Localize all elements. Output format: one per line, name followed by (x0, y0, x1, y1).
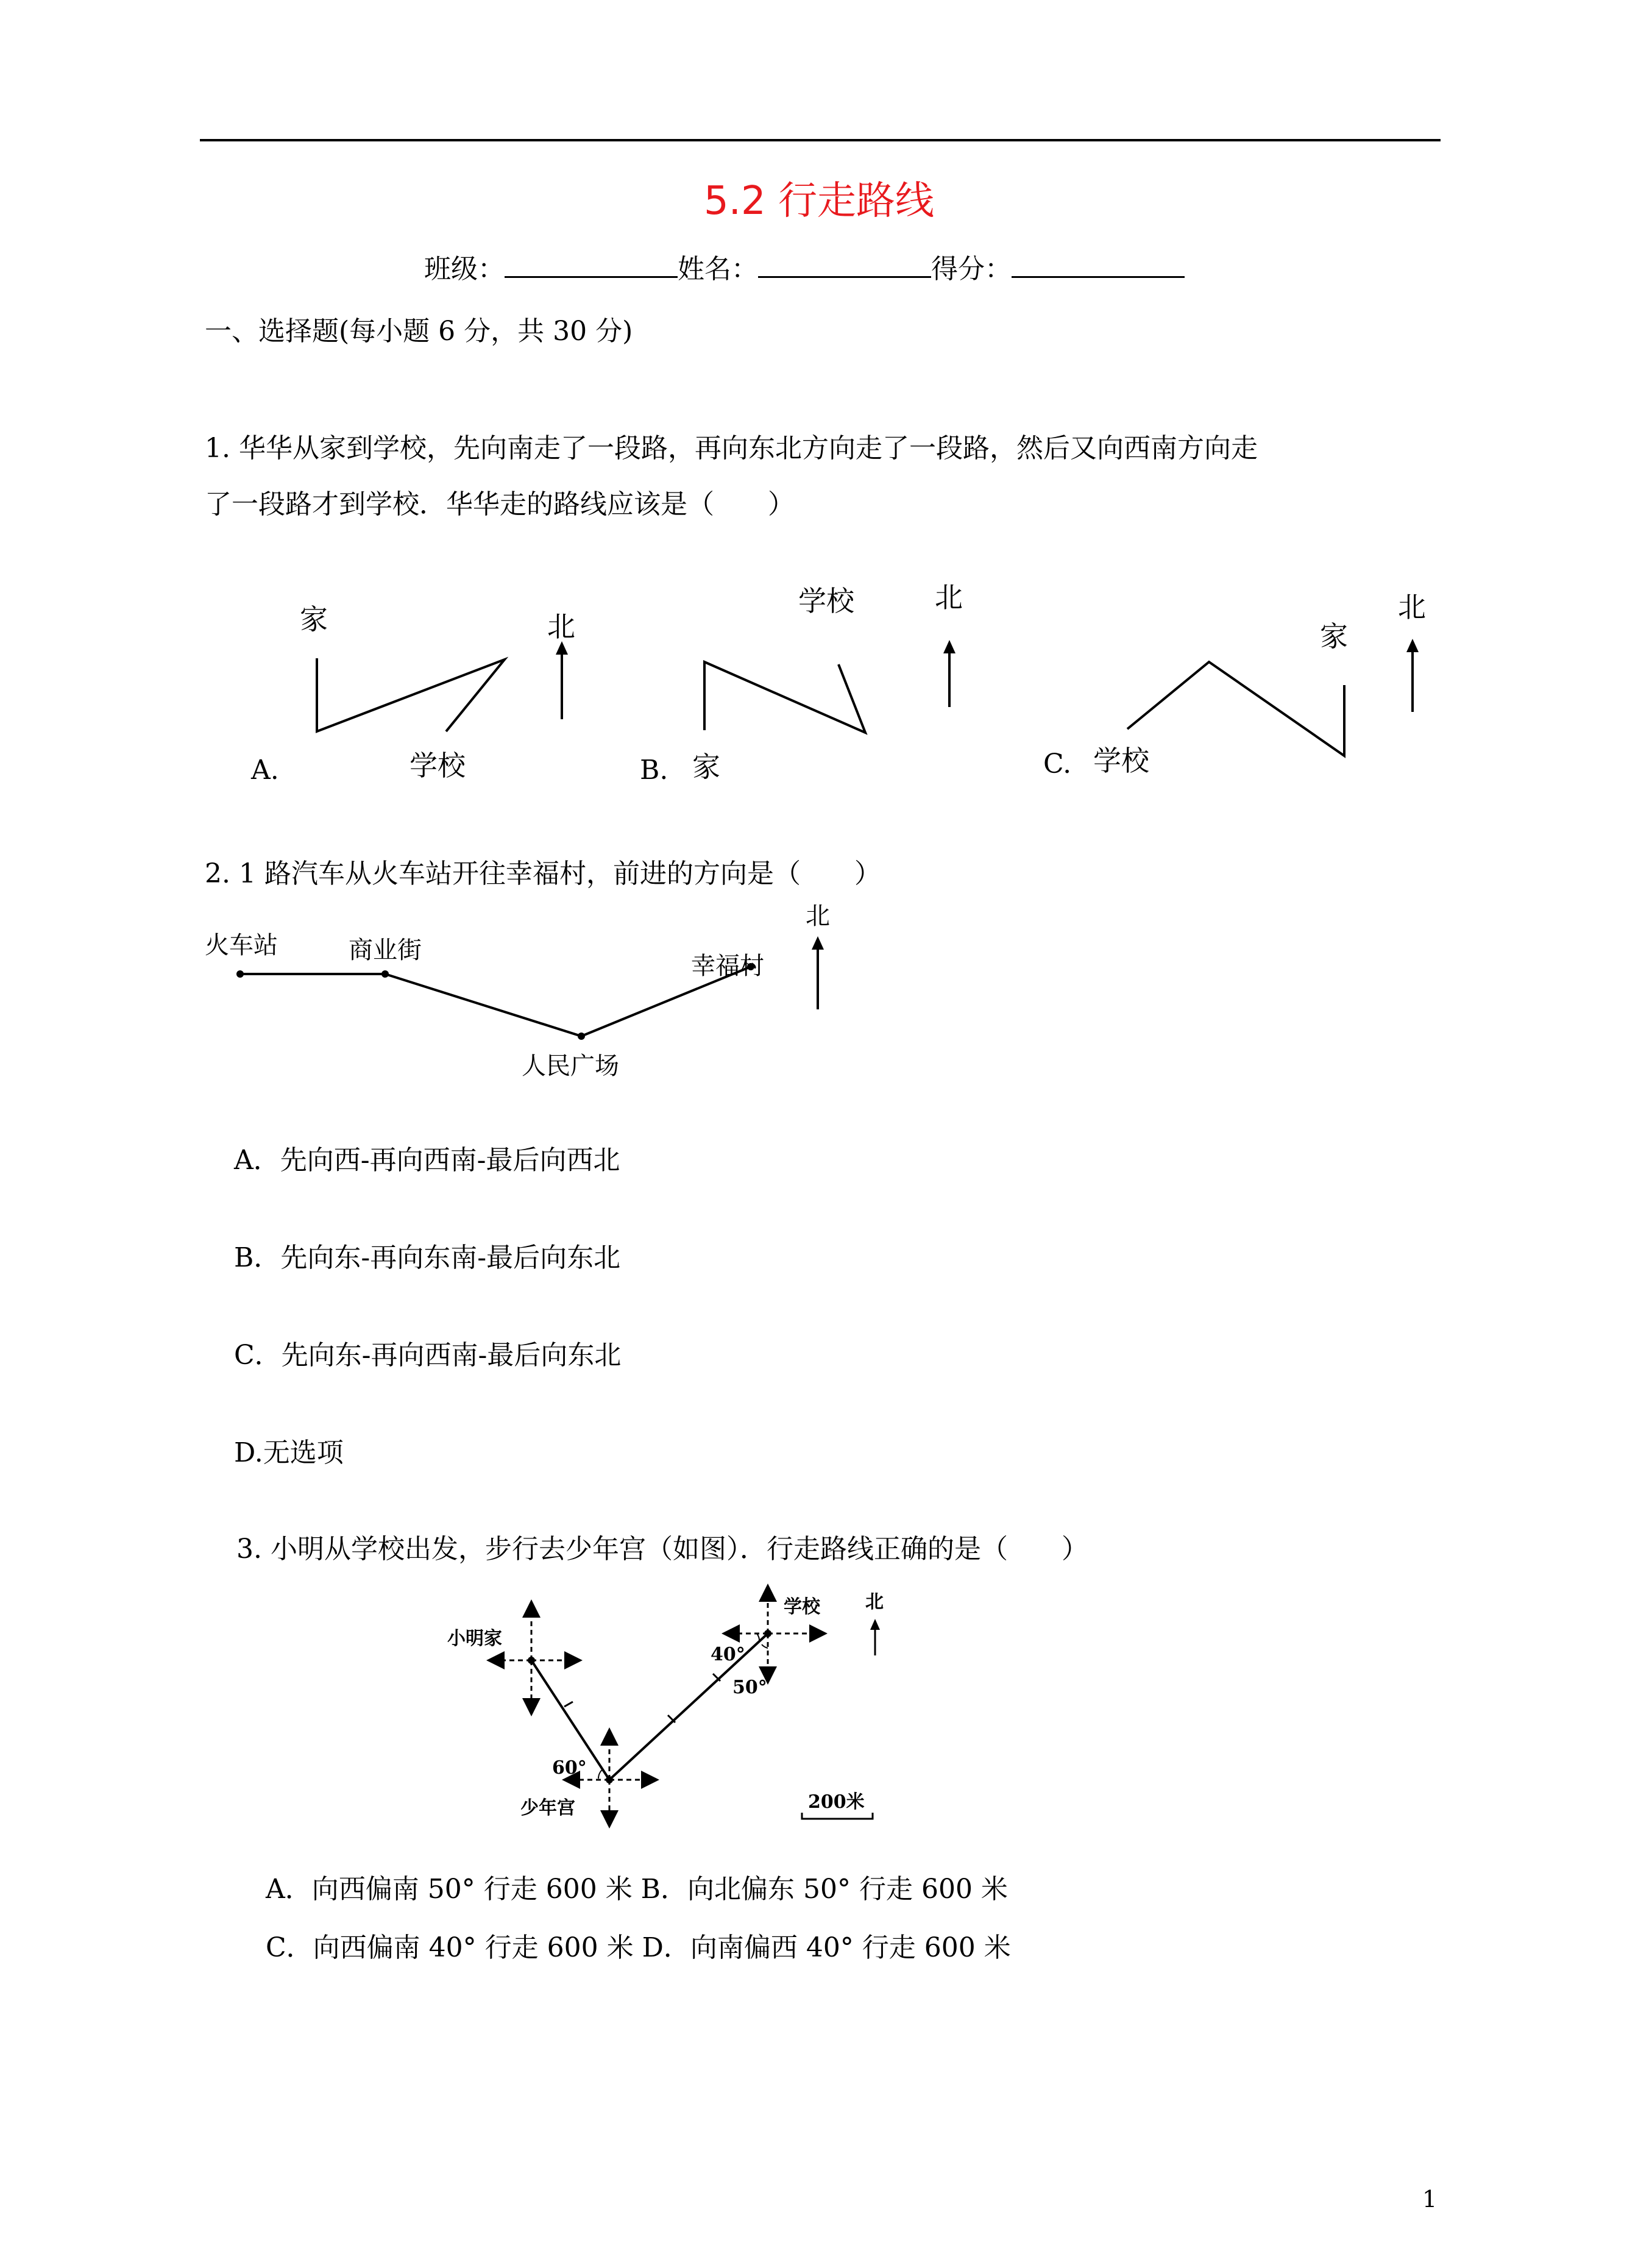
class-label: 班级： (424, 254, 505, 285)
q1-stem-line2: 了一段路才到学校．华华走的路线应该是（ ） (205, 489, 795, 520)
q1-figure-b (634, 573, 1024, 792)
school-dot (764, 1630, 771, 1637)
q2-option-a[interactable]: A．先向西-再向西南-最后向西北 (234, 1145, 620, 1176)
q3-route-map (439, 1573, 902, 1841)
option-a-label: A. (251, 755, 279, 786)
palace-dot (606, 1776, 613, 1783)
q1-stem-line1: 1. 华华从家到学校，先向南走了一段路，再向东北方向走了一段路，然后又向西南方向走 (205, 433, 1258, 464)
option-c-label: C. (1043, 748, 1072, 780)
angle-40-label: 40° (711, 1644, 745, 1665)
score-label: 得分： (931, 254, 1012, 285)
name-blank[interactable] (758, 252, 931, 278)
angle-arc-40 (757, 1633, 759, 1642)
north-arrow-head (812, 936, 824, 950)
school-label: 学校 (798, 585, 854, 617)
q3-stem: 3. 小明从学校出发，步行去少年宫（如图）．行走路线正确的是（ ） (236, 1534, 1088, 1565)
school-label: 学校 (784, 1596, 820, 1618)
class-blank[interactable] (505, 252, 678, 278)
north-label: 北 (547, 610, 575, 643)
option-b-label: B. (640, 755, 668, 786)
home-label: 家 (692, 750, 720, 783)
score-blank[interactable] (1012, 252, 1185, 278)
north-arrow-head (943, 640, 956, 653)
north-arrow-head (556, 641, 568, 655)
school-label: 学校 (410, 749, 466, 782)
q2-option-c[interactable]: C．先向东-再向西南-最后向东北 (234, 1340, 622, 1371)
north-arrow-head (870, 1619, 880, 1630)
name-label: 姓名： (678, 254, 758, 285)
station-label: 火车站 (205, 931, 278, 959)
square-dot (578, 1033, 585, 1040)
route-b (704, 662, 865, 733)
school-label: 学校 (1093, 744, 1149, 777)
q3-options-row2[interactable]: C．向西偏南 40° 行走 600 米 D．向南偏西 40° 行走 600 米 (266, 1932, 1011, 1963)
q2-option-b[interactable]: B．先向东-再向东南-最后向东北 (234, 1242, 621, 1273)
north-label: 北 (865, 1591, 884, 1613)
q1-figure-a (238, 585, 603, 792)
home-dot (528, 1657, 535, 1664)
q3-options-row1[interactable]: A．向西偏南 50° 行走 600 米 B．向北偏东 50° 行走 600 米 (266, 1874, 1008, 1905)
q2-stem: 2. 1 路汽车从火车站开往幸福村，前进的方向是（ ） (205, 858, 881, 889)
angle-50-label: 50° (732, 1677, 767, 1698)
north-label: 北 (806, 902, 830, 930)
bus-route (240, 967, 751, 1036)
q2-bus-route-map (201, 896, 871, 1097)
scale-bar (802, 1813, 873, 1819)
home-label: 小明家 (447, 1628, 502, 1649)
route-a (317, 658, 505, 731)
north-label: 北 (1398, 591, 1426, 624)
route-c (1127, 662, 1344, 756)
street-dot (381, 970, 389, 978)
scale-label: 200米 (808, 1791, 865, 1813)
angle-60-label: 60° (552, 1757, 587, 1779)
north-arrow-head (1406, 639, 1419, 652)
info-line (424, 251, 1185, 288)
q2-option-d[interactable]: D.无选项 (234, 1437, 344, 1468)
north-label: 北 (935, 581, 963, 614)
section-heading: 一、选择题(每小题 6 分，共 30 分) (205, 316, 633, 347)
village-label: 幸福村 (691, 952, 764, 980)
square-label: 人民广场 (522, 1052, 619, 1080)
station-dot (236, 970, 244, 978)
palace-label: 少年宫 (520, 1797, 575, 1819)
home-label: 家 (300, 603, 328, 636)
home-compass (490, 1603, 579, 1713)
street-label: 商业街 (349, 936, 422, 964)
page-number: 1 (1422, 2186, 1438, 2213)
q1-figure-c (1036, 579, 1462, 792)
page-title: 5.2 行走路线 (703, 179, 935, 224)
header-rule (200, 139, 1441, 141)
home-label: 家 (1320, 620, 1348, 653)
